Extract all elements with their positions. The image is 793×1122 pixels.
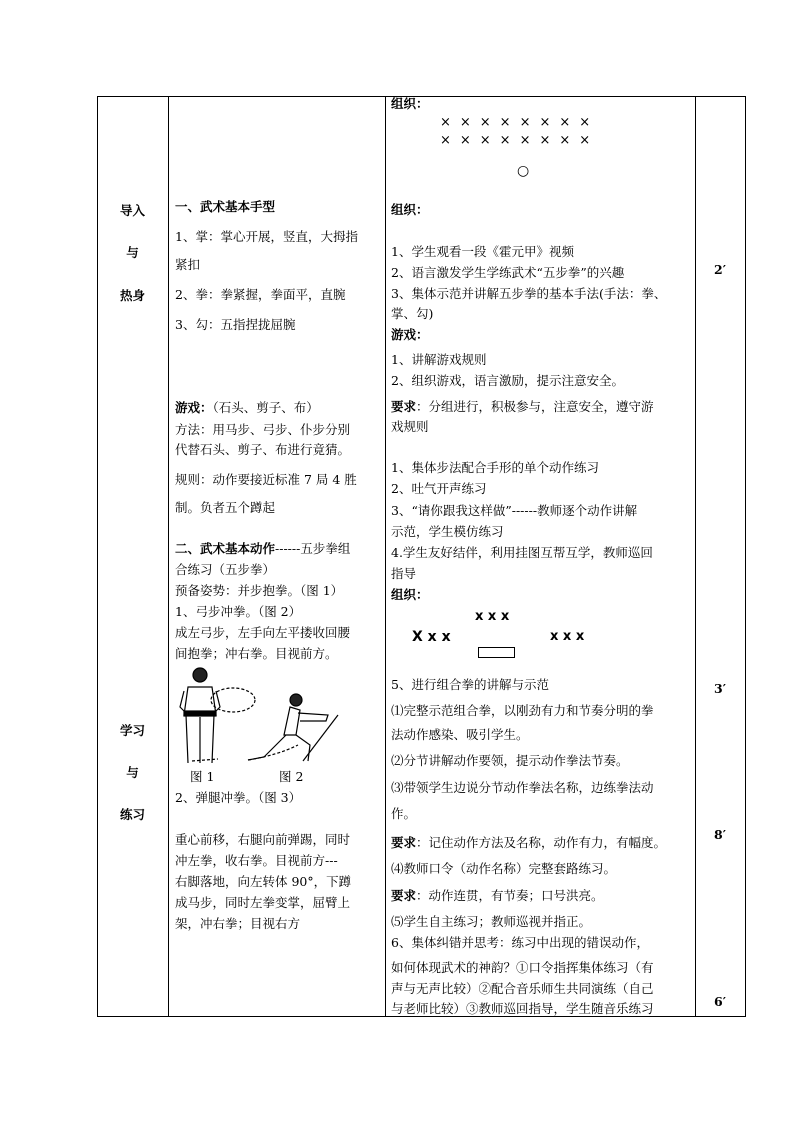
text-line: 如何体现武术的神韵？①口令指挥集体练习（有 bbox=[391, 960, 654, 975]
section-label: 热身 bbox=[119, 288, 145, 303]
text-line: ⑵分节讲解动作要领，提示动作拳法节奏。 bbox=[391, 753, 629, 768]
text-line: 作。 bbox=[391, 806, 417, 821]
column-divider bbox=[168, 96, 169, 1017]
text-line: 代替石头、剪子、布进行竟猜。 bbox=[175, 442, 351, 457]
text-line: 规则：动作要接近标准 7 局 4 胜 bbox=[175, 472, 357, 487]
section-label: 练习 bbox=[119, 807, 145, 822]
section-label: 导入 bbox=[119, 203, 145, 218]
teacher-marker: ○ bbox=[517, 163, 530, 179]
heading: 一、武术基本手型 bbox=[175, 199, 276, 214]
game-label: 游戏： bbox=[391, 327, 429, 342]
game-line bbox=[175, 400, 319, 416]
text-line: 1、弓步冲拳。（图 2） bbox=[175, 604, 302, 619]
section-label: 学习 bbox=[119, 723, 145, 738]
requirement-text: ：分组进行，积极参与，注意安全，遵守游 bbox=[416, 399, 654, 414]
text-line: 3、勾：五指捏拢屈腕 bbox=[175, 317, 296, 332]
text-line: 成左弓步，左手向左平搂收回腰 bbox=[175, 625, 351, 640]
text-line: 2、吐气开声练习 bbox=[391, 481, 487, 496]
text-line: 方法：用马步、弓步、仆步分别 bbox=[175, 422, 351, 437]
text-line: 6、集体纠错并思考：练习中出现的错误动作， bbox=[391, 935, 649, 950]
text-line: 架，冲右拳；目视右方 bbox=[175, 916, 301, 931]
text-line: ⑷教师口令（动作名称）完整套路练习。 bbox=[391, 861, 617, 876]
wushu-figures-illustration bbox=[178, 665, 348, 767]
figure-caption: 图 1 bbox=[190, 769, 215, 784]
student-row-formation: ×××××××× bbox=[440, 133, 600, 148]
requirement-line bbox=[391, 835, 666, 851]
text-line: 预备姿势：并步抱拳。（图 1） bbox=[175, 583, 344, 598]
column-divider bbox=[695, 96, 696, 1017]
text-line: 与老师比较）③教师巡回指导，学生随音乐练习 bbox=[391, 1001, 654, 1016]
group-formation-right: x x x bbox=[550, 629, 585, 644]
text-line: 1、掌：掌心开展，竖直，大拇指 bbox=[175, 229, 358, 244]
section-label: 与 bbox=[126, 245, 139, 260]
group-formation-left: X x x bbox=[412, 629, 451, 645]
requirement-text: ：记住动作方法及名称，动作有力，有幅度。 bbox=[416, 835, 667, 850]
figure-caption: 图 2 bbox=[279, 769, 304, 784]
text-line: 戏规则 bbox=[391, 419, 429, 434]
text-line: 紧扣 bbox=[175, 257, 201, 272]
heading bbox=[175, 541, 350, 557]
text-line: 合练习（五步拳） bbox=[175, 562, 276, 577]
text-line: 指导 bbox=[391, 566, 417, 581]
text-line: 2、语言激发学生学练武术“五步拳”的兴趣 bbox=[391, 265, 625, 280]
teacher-position-box bbox=[478, 647, 515, 658]
text-line: 制。负者五个蹲起 bbox=[175, 500, 276, 515]
time-value: 2′ bbox=[714, 262, 726, 277]
heading-bold: 二、武术基本动作 bbox=[175, 541, 276, 556]
column-divider bbox=[745, 96, 746, 1017]
requirement-label: 要求 bbox=[391, 888, 417, 903]
text-line: 成马步，同时左拳变掌，屈臂上 bbox=[175, 895, 351, 910]
text-line: 1、学生观看一段《霍元甲》视频 bbox=[391, 244, 574, 259]
text-line: ⑸学生自主练习；教师巡视并指正。 bbox=[391, 914, 592, 929]
text-line: ⑶带领学生边说分节动作拳法名称，边练拳法动 bbox=[391, 780, 654, 795]
text-line: 1、集体步法配合手形的单个动作练习 bbox=[391, 460, 599, 475]
requirement-label: 要求 bbox=[391, 399, 417, 414]
text-line: 冲左拳，收右拳。目视前方--- bbox=[175, 853, 338, 868]
heading-rest: ------五步拳组 bbox=[275, 541, 351, 556]
text-line: 法动作感染、吸引学生。 bbox=[391, 727, 529, 742]
time-value: 8′ bbox=[714, 827, 726, 842]
student-row-formation: ×××××××× bbox=[440, 115, 600, 130]
text-line: 掌、勾) bbox=[391, 306, 434, 321]
time-value: 6′ bbox=[714, 994, 726, 1009]
org-label: 组织： bbox=[391, 202, 429, 217]
text-line: ⑴完整示范组合拳，以刚劲有力和节奏分明的拳 bbox=[391, 703, 654, 718]
text-line: 声与无声比较）②配合音乐师生共同演练（自己 bbox=[391, 981, 654, 996]
requirement-label: 要求 bbox=[391, 835, 417, 850]
requirement-line bbox=[391, 888, 604, 904]
requirement-text: ：动作连贯，有节奏；口号洪亮。 bbox=[416, 888, 604, 903]
text-line: 2、组织游戏，语言激励，提示注意安全。 bbox=[391, 373, 624, 388]
game-label: 游戏： bbox=[175, 400, 213, 415]
time-value: 3′ bbox=[714, 681, 726, 696]
requirement-line bbox=[391, 399, 654, 415]
game-items: （石头、剪子、布） bbox=[212, 400, 319, 415]
group-formation-top: x x x bbox=[475, 609, 510, 624]
column-divider bbox=[385, 96, 386, 1017]
text-line: 2、弹腿冲拳。（图 3） bbox=[175, 790, 302, 805]
text-line: 4.学生友好结伴，利用挂图互帮互学，教师巡回 bbox=[391, 545, 653, 560]
org-label: 组织： bbox=[391, 96, 429, 111]
text-line: 重心前移，右腿向前弹踢，同时 bbox=[175, 832, 351, 847]
text-line: 3、“请你跟我这样做”------教师逐个动作讲解 bbox=[391, 503, 638, 518]
column-divider bbox=[97, 96, 98, 1017]
org-label: 组织： bbox=[391, 587, 429, 602]
text-line: 右脚落地，向左转体 90°，下蹲 bbox=[175, 874, 352, 889]
section-label: 与 bbox=[126, 765, 139, 780]
text-line: 间抱拳；冲右拳。目视前方。 bbox=[175, 646, 338, 661]
text-line: 5、进行组合拳的讲解与示范 bbox=[391, 677, 549, 692]
text-line: 2、拳：拳紧握，拳面平，直腕 bbox=[175, 287, 346, 302]
text-line: 1、讲解游戏规则 bbox=[391, 352, 487, 367]
text-line: 3、集体示范并讲解五步拳的基本手法(手法：拳、 bbox=[391, 286, 667, 301]
text-line: 示范，学生模仿练习 bbox=[391, 524, 504, 539]
